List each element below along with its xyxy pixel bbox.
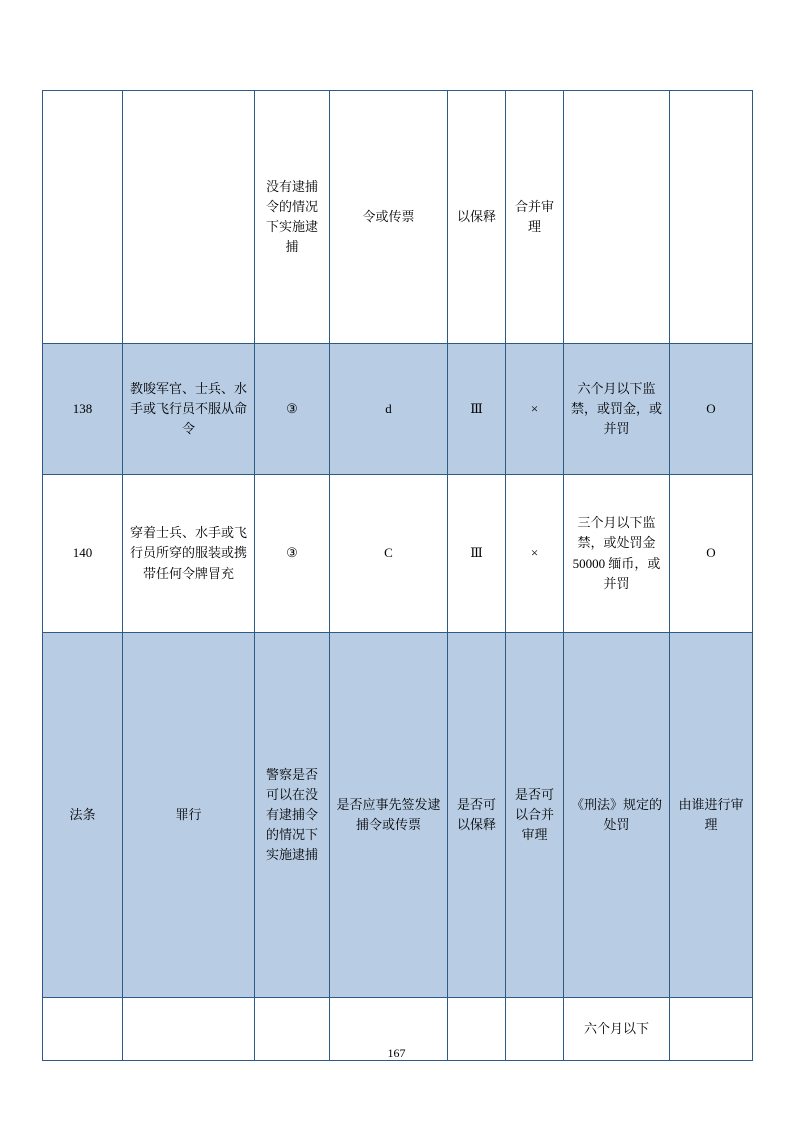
cell-arrest-without-warrant: ③ — [255, 344, 330, 475]
header-warrant-or-summons: 是否应事先签发逮捕令或传票 — [330, 633, 448, 998]
header-bailable: 是否可以保释 — [448, 633, 506, 998]
cell-article — [43, 91, 123, 344]
legal-offences-table — [42, 90, 753, 1061]
table-header-row — [43, 633, 753, 998]
cell-warrant-or-summons: 令或传票 — [330, 91, 448, 344]
header-arrest-without-warrant: 警察是否可以在没有逮捕令的情况下实施逮捕 — [255, 633, 330, 998]
cell-punishment — [564, 91, 670, 344]
legal-offences-table-container — [42, 90, 752, 1061]
header-article: 法条 — [43, 633, 123, 998]
cell-compoundable: × — [506, 475, 564, 633]
cell-article: 140 — [43, 475, 123, 633]
cell-article: 138 — [43, 344, 123, 475]
cell-warrant-or-summons: C — [330, 475, 448, 633]
table-row — [43, 344, 753, 475]
table-row — [43, 475, 753, 633]
cell-arrest-without-warrant: ③ — [255, 475, 330, 633]
cell-offence: 教唆军官、士兵、水手或飞行员不服从命令 — [123, 344, 255, 475]
cell-bailable: Ⅲ — [448, 475, 506, 633]
header-court: 由谁进行审理 — [670, 633, 753, 998]
cell-warrant-or-summons: d — [330, 344, 448, 475]
header-compoundable: 是否可以合并审理 — [506, 633, 564, 998]
cell-arrest-without-warrant: 没有逮捕令的情况下实施逮捕 — [255, 91, 330, 344]
table-row — [43, 91, 753, 344]
cell-punishment: 六个月以下监禁，或罚金，或并罚 — [564, 344, 670, 475]
cell-offence: 穿着士兵、水手或飞行员所穿的服装或携带任何令牌冒充 — [123, 475, 255, 633]
cell-punishment: 三个月以下监禁，或处罚金 50000 缅币，或并罚 — [564, 475, 670, 633]
cell-bailable: Ⅲ — [448, 344, 506, 475]
cell-bailable: 以保释 — [448, 91, 506, 344]
cell-compoundable: 合并审理 — [506, 91, 564, 344]
cell-court — [670, 91, 753, 344]
header-offence: 罪行 — [123, 633, 255, 998]
page-number: 167 — [387, 1046, 406, 1060]
cell-punishment: 六个月以下 — [564, 998, 670, 1061]
cell-compoundable: × — [506, 344, 564, 475]
cell-court: O — [670, 475, 753, 633]
cell-offence — [123, 91, 255, 344]
header-punishment: 《刑法》规定的处罚 — [564, 633, 670, 998]
cell-court: O — [670, 344, 753, 475]
